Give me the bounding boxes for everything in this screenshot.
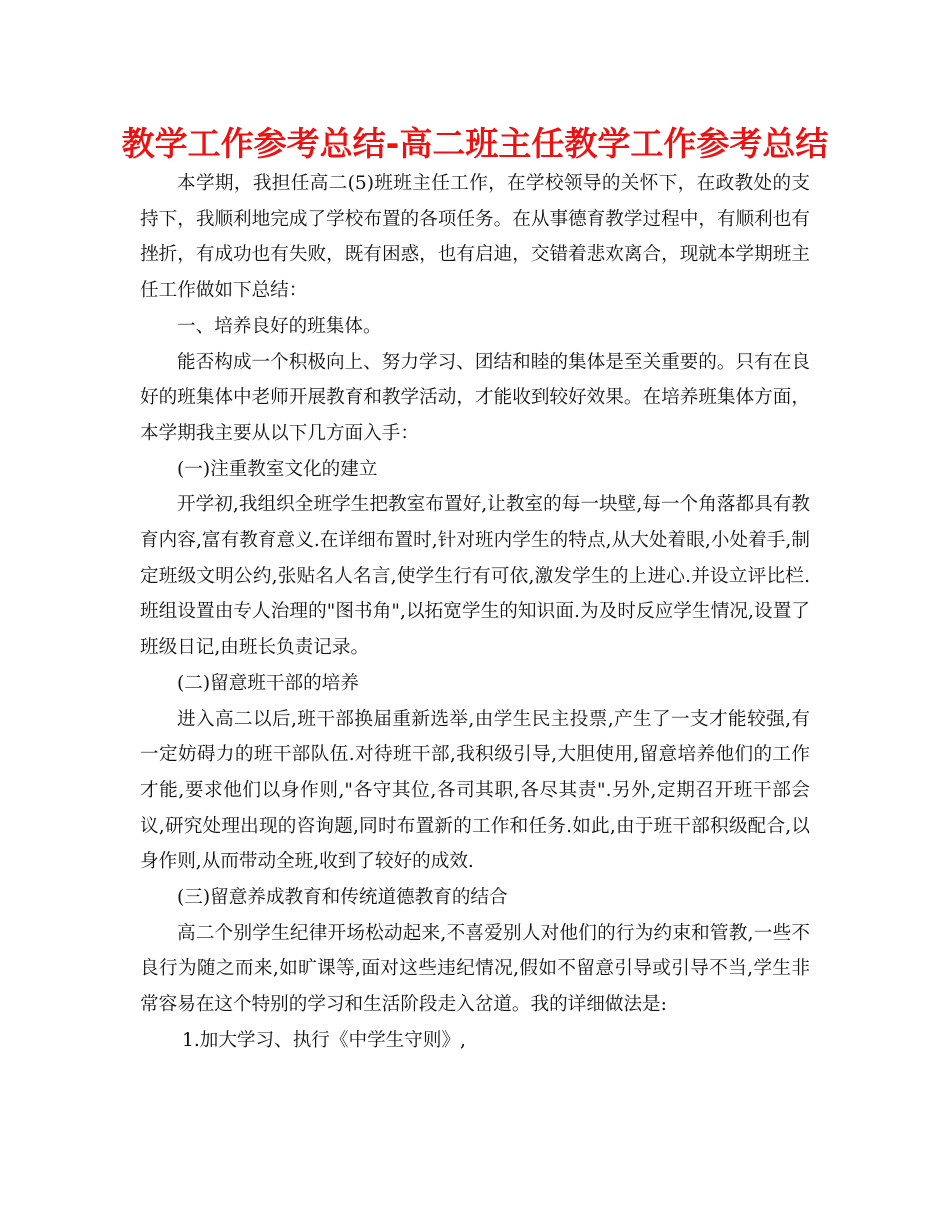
paragraph-class-cadres: 进入高二以后,班干部换届重新选举,由学生民主投票,产生了一支才能较强,有一定妨碍力的班干部队伍.对待班干部,我积级引导,大胆使用,留意培养他们的工作才能,要求他们以身作则,"各守其位,各司其职,各尽其责".另外,定期召开班干部会议,研究处理出现的咨询题,同时布置新的工作和任务.如此,由于班干部积级配合,以身作则,从而带动全班,收到了较好的成效.: [140, 708, 810, 873]
paragraph-classroom-culture: 开学初,我组织全班学生把教室布置好,让教室的每一块壁,每一个角落都具有教育内容,富有教育意义.在详细布置时,针对班内学生的特点,从大处着眼,小处着手,制定班级文明公约,张贴名人名言,使学生行有可依,激发学生的上进心.并设立评比栏.班组设置由专人治理的"图书角",以拓宽学生的知识面.为及时反应学生情况,设置了班级日记,由班长负责记录。: [140, 494, 810, 659]
document-title: 教学工作参考总结-高二班主任教学工作参考总结: [121, 124, 829, 163]
subsection-heading-3: (三)留意养成教育和传统道德教育的结合: [177, 887, 508, 909]
subsection-heading-1: (一)注重教室文化的建立: [177, 458, 378, 480]
subsection-heading-2: (二)留意班干部的培养: [177, 672, 359, 694]
paragraph-class-collective: 能否构成一个积极向上、努力学习、团结和睦的集体是至关重要的。只有在良好的班集体中老师开展教育和教学活动，才能收到较好效果。在培养班集体方面，本学期我主要从以下几方面入手：: [140, 351, 810, 444]
section-heading-1: 一、培养良好的班集体。: [177, 315, 382, 337]
document-body: [140, 166, 810, 1059]
paragraph-intro: 本学期，我担任高二(5)班班主任工作，在学校领导的关怀下，在政教处的支持下，我顺利地完成了学校布置的各项任务。在从事德育教学过程中，有顺利也有挫折，有成功也有失败，既有困惑，也有启迪，交错着悲欢离合，现就本学期班主任工作做如下总结：: [140, 173, 810, 302]
paragraph-habit-education: 高二个别学生纪律开场松动起来,不喜爱别人对他们的行为约束和管教,一些不良行为随之而来,如旷课等,面对这些违纪情况,假如不留意引导或引导不当,学生非常容易在这个特别的学习和生活阶段走入岔道。我的详细做法是:: [140, 922, 810, 1016]
list-item-1: 1.加大学习、执行《中学生守则》,: [182, 1029, 466, 1051]
